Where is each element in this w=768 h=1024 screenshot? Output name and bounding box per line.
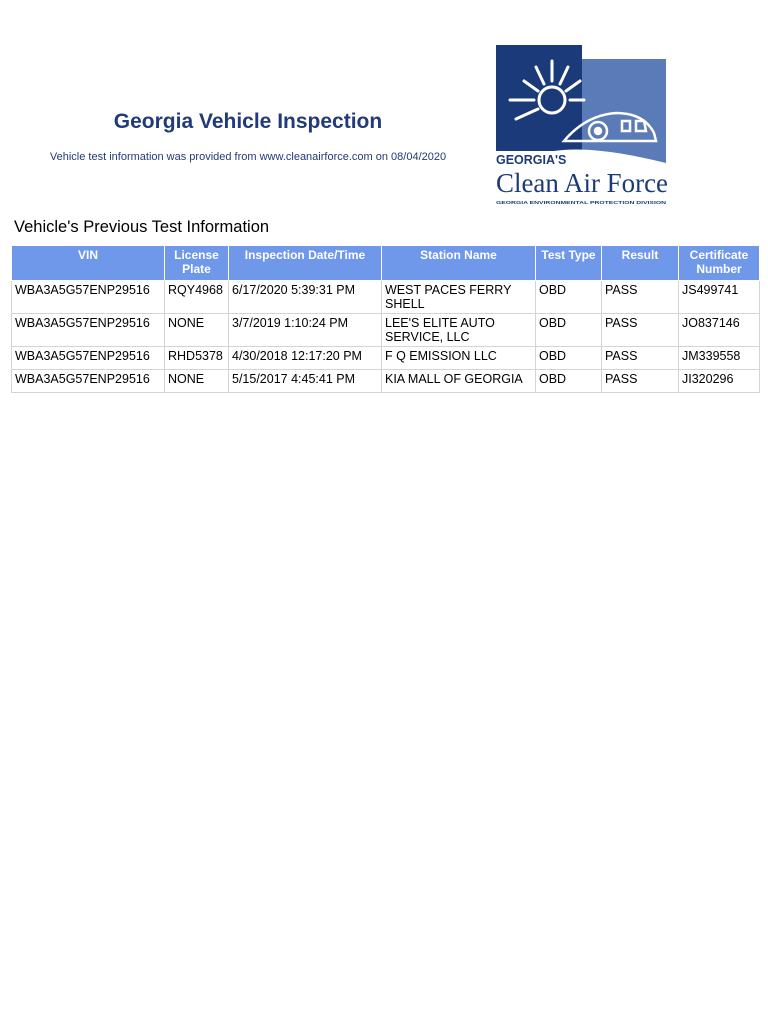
column-header-certificate-number: Certificate Number	[679, 246, 760, 281]
cell-station-name: LEE'S ELITE AUTO SERVICE, LLC	[382, 314, 536, 347]
column-header-result: Result	[602, 246, 679, 281]
table-row	[12, 347, 760, 370]
clean-air-force-logo	[494, 45, 674, 207]
cell-result: PASS	[602, 281, 679, 314]
cell-vin: WBA3A5G57ENP29516	[12, 281, 165, 314]
cell-station-name: WEST PACES FERRY SHELL	[382, 281, 536, 314]
cell-vin: WBA3A5G57ENP29516	[12, 347, 165, 370]
cell-result: PASS	[602, 347, 679, 370]
cell-result: PASS	[602, 370, 679, 393]
column-header-inspection-date: Inspection Date/Time	[229, 246, 382, 281]
column-header-station-name: Station Name	[382, 246, 536, 281]
logo-text-georgias: GEORGIA'S	[496, 153, 567, 167]
cell-certificate-number: JO837146	[679, 314, 760, 347]
cell-license-plate: NONE	[165, 314, 229, 347]
cell-license-plate: RQY4968	[165, 281, 229, 314]
table-header-row	[12, 246, 760, 281]
cell-result: PASS	[602, 314, 679, 347]
cell-vin: WBA3A5G57ENP29516	[12, 370, 165, 393]
logo-text-epd: GEORGIA ENVIRONMENTAL PROTECTION DIVISION	[496, 200, 667, 205]
table-row	[12, 314, 760, 347]
column-header-vin: VIN	[12, 246, 165, 281]
table-row	[12, 281, 760, 314]
cell-station-name: F Q EMISSION LLC	[382, 347, 536, 370]
cell-certificate-number: JS499741	[679, 281, 760, 314]
section-title: Vehicle's Previous Test Information	[14, 218, 270, 236]
cell-certificate-number: JI320296	[679, 370, 760, 393]
cell-vin: WBA3A5G57ENP29516	[12, 314, 165, 347]
cell-test-type: OBD	[536, 314, 602, 347]
cell-test-type: OBD	[536, 281, 602, 314]
logo-text-clean-air-force: Clean Air Force	[496, 168, 669, 198]
cell-station-name: KIA MALL OF GEORGIA	[382, 370, 536, 393]
cell-test-type: OBD	[536, 370, 602, 393]
cell-inspection-date: 3/7/2019 1:10:24 PM	[229, 314, 382, 347]
cell-license-plate: RHD5378	[165, 347, 229, 370]
test-results-table	[11, 245, 760, 393]
column-header-license-plate: License Plate	[165, 246, 229, 281]
cell-inspection-date: 5/15/2017 4:45:41 PM	[229, 370, 382, 393]
logo-graphic	[494, 45, 674, 207]
cell-inspection-date: 6/17/2020 5:39:31 PM	[229, 281, 382, 314]
cell-certificate-number: JM339558	[679, 347, 760, 370]
cell-inspection-date: 4/30/2018 12:17:20 PM	[229, 347, 382, 370]
page-title: Georgia Vehicle Inspection	[113, 110, 383, 133]
data-source-note: Vehicle test information was provided from www.cleanairforce.com on 08/04/2020	[49, 151, 447, 163]
column-header-test-type: Test Type	[536, 246, 602, 281]
cell-license-plate: NONE	[165, 370, 229, 393]
cell-test-type: OBD	[536, 347, 602, 370]
table-row	[12, 370, 760, 393]
